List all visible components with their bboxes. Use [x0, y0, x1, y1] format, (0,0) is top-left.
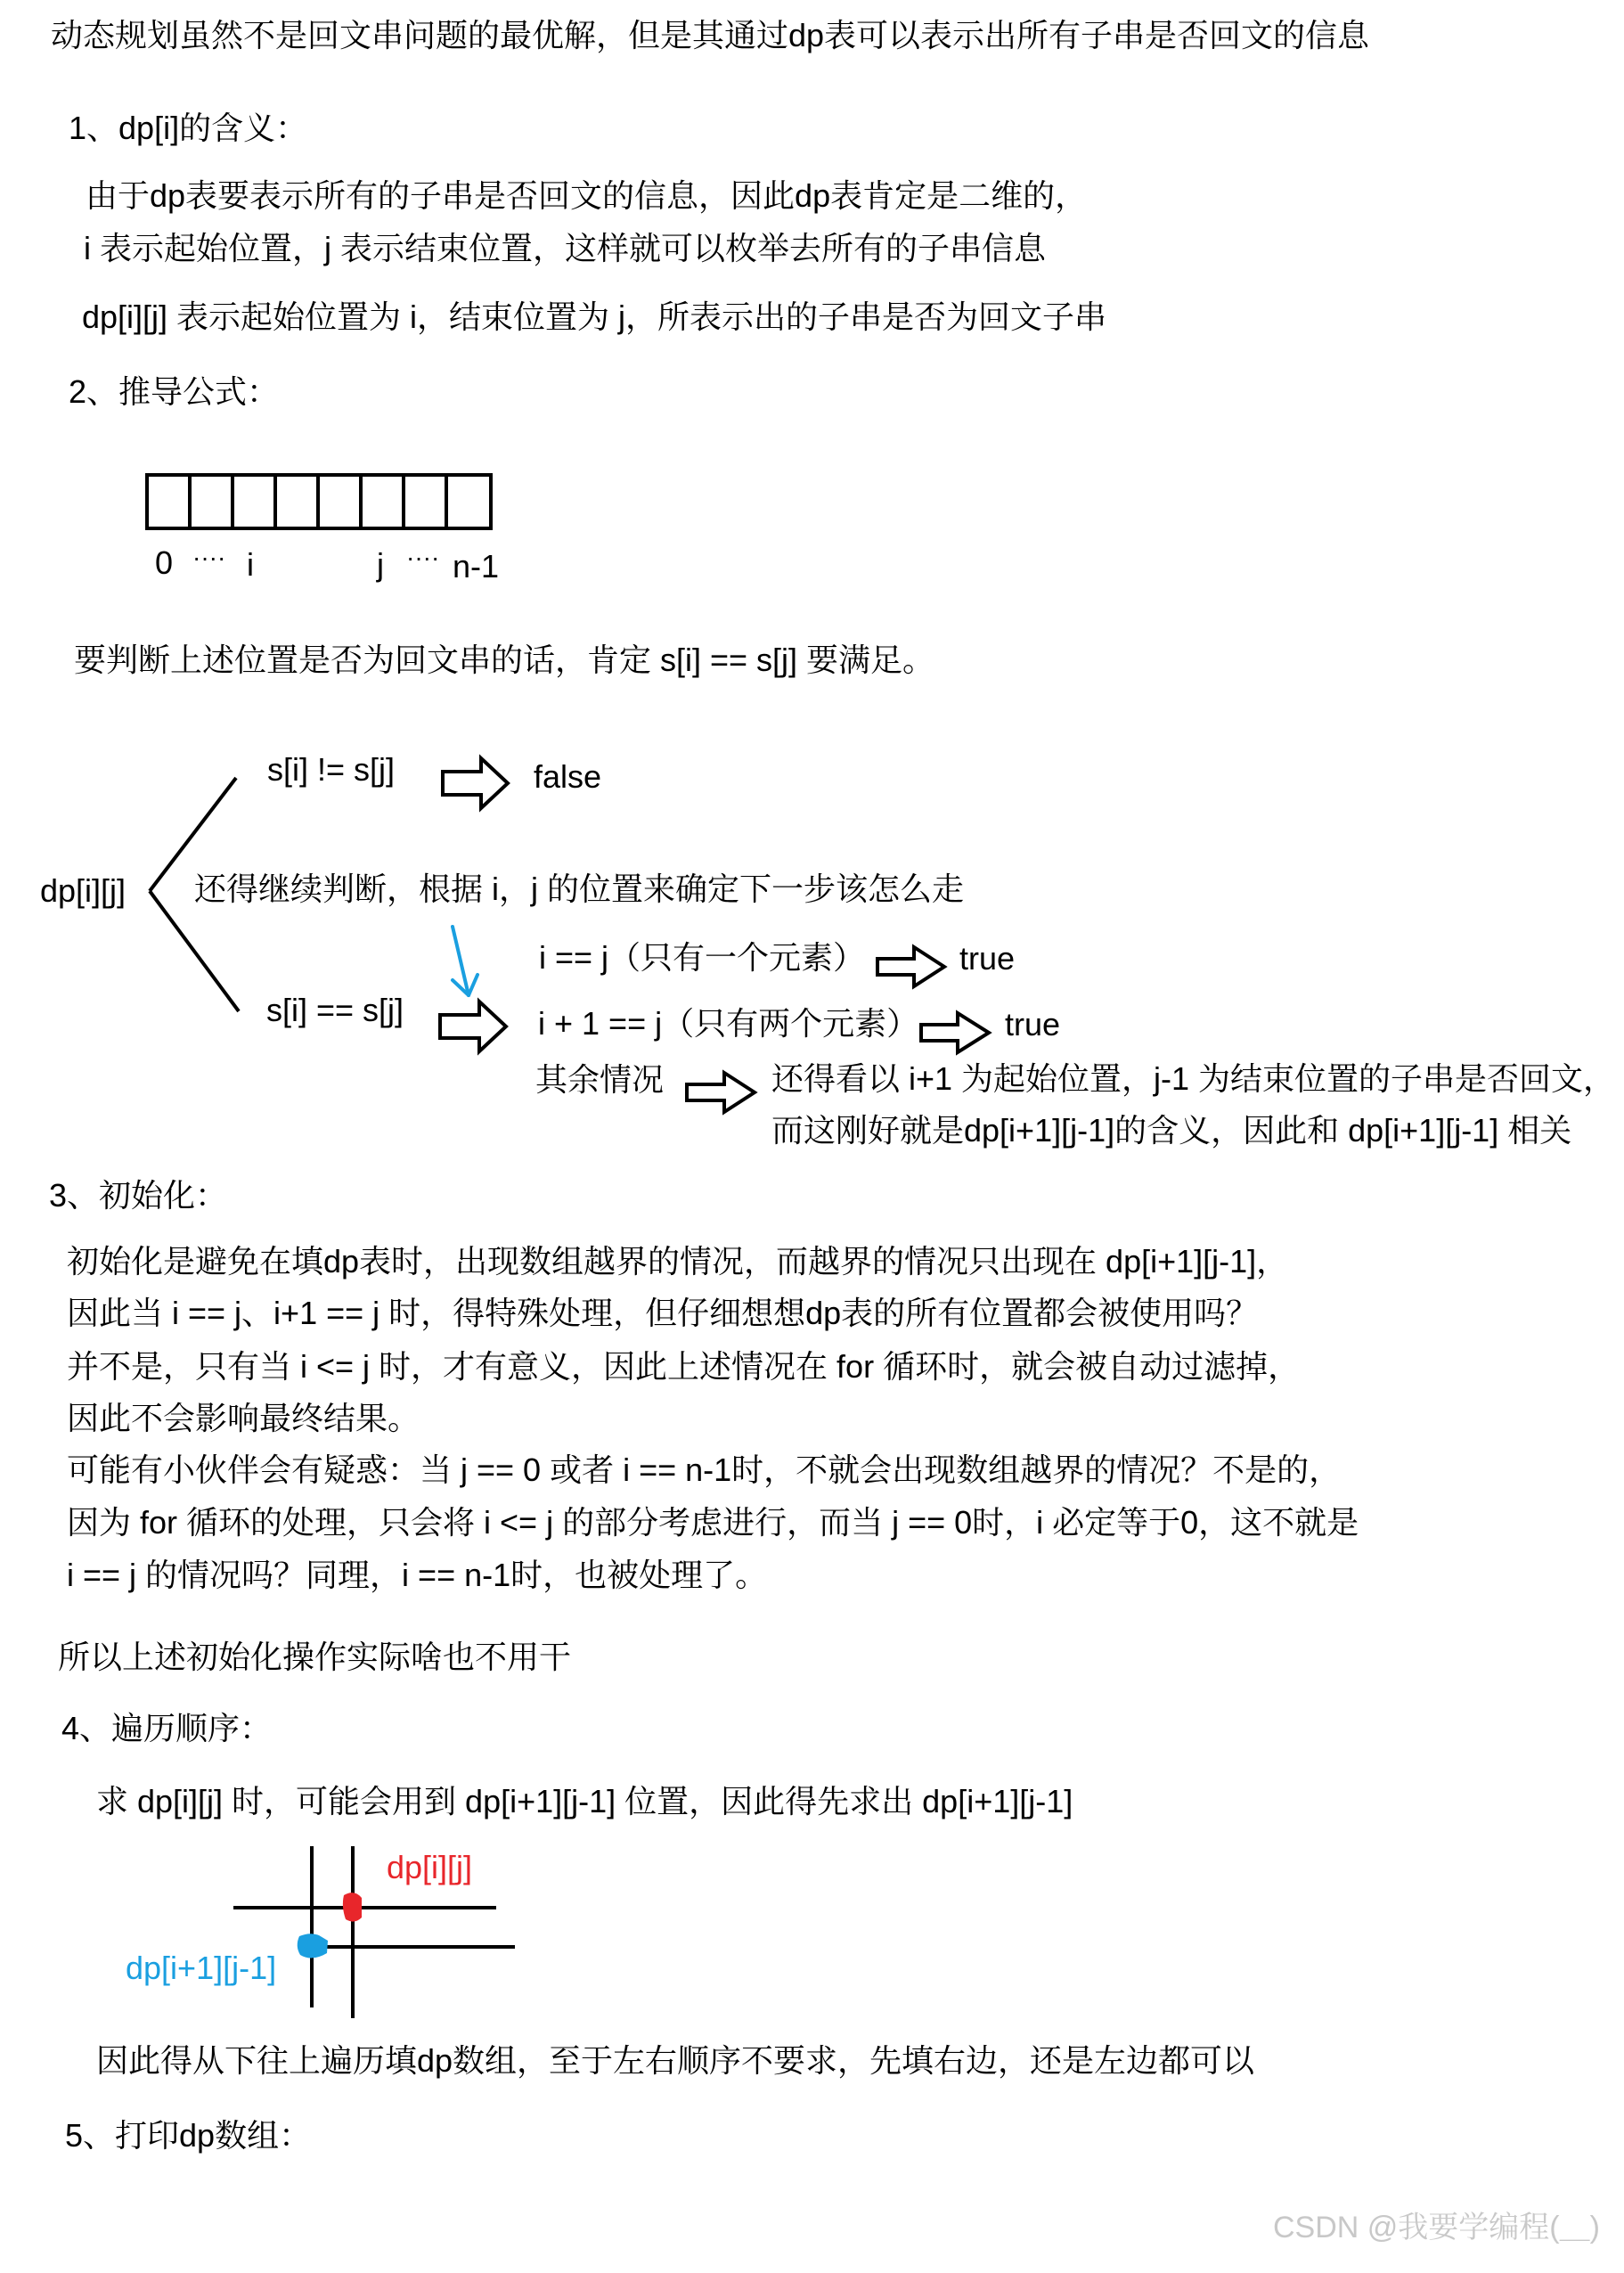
label-dp-ij: dp[i][j]: [387, 1849, 473, 1885]
array-label-n1: n-1: [453, 548, 500, 585]
tree-neq: s[i] != s[j]: [267, 751, 396, 788]
arrow-case2: [921, 1013, 989, 1052]
section3-heading: 3、初始化：: [49, 1177, 228, 1214]
section4-heading: 4、遍历顺序：: [61, 1710, 273, 1746]
tree-root: dp[i][j]: [40, 872, 126, 909]
tree-case2-result: true: [1005, 1006, 1061, 1042]
tree-eq: s[i] == s[j]: [266, 992, 404, 1028]
array-label-j: j: [377, 546, 384, 583]
array-label-dots1: ····: [192, 544, 226, 571]
section1-line3: dp[i][j] 表示起始位置为 i，结束位置为 j，所表示出的子串是否为回文子串: [82, 298, 1107, 335]
section1-line1: 由于dp表要表示所有的子串是否回文的信息，因此dp表肯定是二维的，: [86, 177, 1088, 214]
tree-other-result-line2: 而这刚好就是dp[i+1][j-1]的含义，因此和 dp[i+1][j-1] 相关: [771, 1112, 1572, 1149]
section1-line2: i 表示起始位置，j 表示结束位置，这样就可以枚举去所有的子串信息: [84, 230, 1047, 266]
tree-other-result-line1: 还得看以 i+1 为起始位置，j-1 为结束位置的子串是否回文，: [771, 1060, 1616, 1097]
watermark: CSDN @我要学编程(＿): [1273, 2211, 1600, 2244]
section3-line-5: 可能有小伙伴会有疑惑：当 j == 0 或者 i == n-1时，不就会出现数组越界的情况？不是的，: [67, 1451, 1342, 1488]
array-cells: [147, 475, 491, 528]
intro-text: 动态规划虽然不是回文串问题的最优解，但是其通过dp表可以表示出所有子串是否回文的信息: [51, 17, 1370, 53]
tree-case1: i == j（只有一个元素）: [539, 939, 866, 976]
section1-heading: 1、dp[i]的含义：: [69, 110, 308, 146]
arrow-case1: [877, 947, 944, 986]
tree-case1-result: true: [959, 940, 1016, 977]
section3-conclusion: 所以上述初始化操作实际啥也不用干: [58, 1639, 572, 1675]
section3-line-1: 初始化是避免在填dp表时，出现数组越界的情况，而越界的情况只出现在 dp[i+1][j-1]，: [67, 1243, 1289, 1280]
label-dp-prev: dp[i+1][j-1]: [126, 1950, 277, 1986]
tree-case2: i + 1 == j（只有两个元素）: [538, 1005, 919, 1042]
tree-other: 其余情况: [535, 1061, 665, 1098]
section3-line-2: 因此当 i == j、i+1 == j 时，得特殊处理，但仔细想想dp表的所有位置都会被使用吗？: [67, 1295, 1259, 1331]
array-label-i: i: [247, 546, 254, 583]
section4-line2: 因此得从下往上遍历填dp数组，至于左右顺序不要求，先填右边，还是左边都可以: [96, 2042, 1255, 2079]
dp-ij-dot: [343, 1893, 362, 1921]
array-label-zero: 0: [155, 544, 174, 581]
blue-pointer-arrow: [453, 927, 477, 995]
arrow-to-false: [443, 758, 508, 808]
traversal-grid: [233, 1846, 515, 2018]
section3-line-6: 因为 for 循环的处理，只会将 i <= j 的部分考虑进行，而当 j == 0时，i 必定等于0，这不就是: [67, 1504, 1359, 1541]
section3-line-4: 因此不会影响最终结果。: [67, 1400, 420, 1436]
section5-heading: 5、打印dp数组：: [65, 2117, 312, 2154]
section4-line1: 求 dp[i][j] 时，可能会用到 dp[i+1][j-1] 位置，因此得先求出 dp[i+1][j-1]: [96, 1783, 1073, 1819]
arrow-other: [687, 1073, 755, 1112]
judge-text: 要判断上述位置是否为回文串的话，肯定 s[i] == s[j] 要满足。: [74, 642, 935, 678]
section2-heading: 2、推导公式：: [69, 373, 280, 410]
array-label-dots2: ····: [406, 544, 440, 571]
section3-line-7: i == j 的情况吗？同理，i == n-1时，也被处理了。: [67, 1557, 768, 1593]
dp-prev-dot: [298, 1934, 328, 1958]
tree-continue: 还得继续判断，根据 i，j 的位置来确定下一步该怎么走: [194, 871, 965, 907]
arrow-from-eq: [440, 1002, 506, 1051]
section3-line-3: 并不是，只有当 i <= j 时，才有意义，因此上述情况在 for 循环时，就会被自动过滤掉，: [67, 1348, 1301, 1385]
tree-false: false: [534, 758, 602, 795]
